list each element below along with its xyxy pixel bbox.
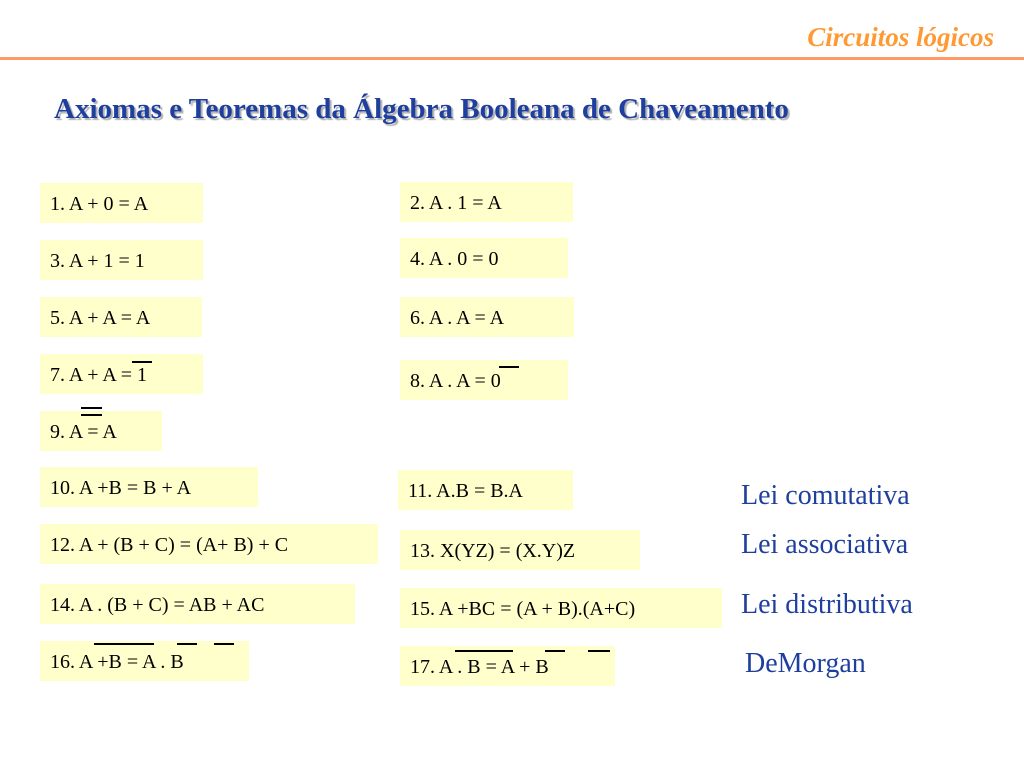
header-divider xyxy=(0,57,1024,60)
complement-bar xyxy=(94,643,154,645)
double-complement-bar xyxy=(81,407,102,409)
complement-bar xyxy=(455,650,513,652)
axiom-4: 4. A . 0 = 0 xyxy=(400,238,568,278)
axiom-15: 15. A +BC = (A + B).(A+C) xyxy=(400,588,722,628)
axiom-1: 1. A + 0 = A xyxy=(40,183,203,223)
complement-bar xyxy=(545,650,565,652)
axiom-8: 8. A . A = 0 xyxy=(400,360,568,400)
slide-title: Axiomas e Teoremas da Álgebra Booleana de Chaveamento xyxy=(54,93,789,125)
complement-bar xyxy=(132,361,152,363)
axiom-7: 7. A + A = 1 xyxy=(40,354,203,394)
axiom-6: 6. A . A = A xyxy=(400,297,574,337)
complement-bar xyxy=(499,366,519,368)
law-label-associative: Lei associativa xyxy=(741,529,909,560)
axiom-10: 10. A +B = B + A xyxy=(40,467,258,507)
axiom-2: 2. A . 1 = A xyxy=(400,182,573,222)
complement-bar xyxy=(177,643,197,645)
axiom-17: 17. A . B = A + B xyxy=(400,646,615,686)
axiom-5: 5. A + A = A xyxy=(40,297,202,337)
axiom-13: 13. X(YZ) = (X.Y)Z xyxy=(400,530,640,570)
axiom-16: 16. A +B = A . B xyxy=(40,641,249,681)
law-label-commutative: Lei comutativa xyxy=(741,480,910,511)
axiom-3: 3. A + 1 = 1 xyxy=(40,240,203,280)
axiom-12: 12. A + (B + C) = (A+ B) + C xyxy=(40,524,378,564)
law-label-demorgan: DeMorgan xyxy=(745,648,866,679)
axiom-14: 14. A . (B + C) = AB + AC xyxy=(40,584,355,624)
complement-bar xyxy=(214,643,234,645)
header-title: Circuitos lógicos xyxy=(807,22,994,52)
axiom-9: 9. A = A xyxy=(40,411,162,451)
law-label-distributive: Lei distributiva xyxy=(741,589,913,620)
double-complement-bar xyxy=(81,414,102,416)
complement-bar xyxy=(588,650,610,652)
axiom-11: 11. A.B = B.A xyxy=(398,470,573,510)
